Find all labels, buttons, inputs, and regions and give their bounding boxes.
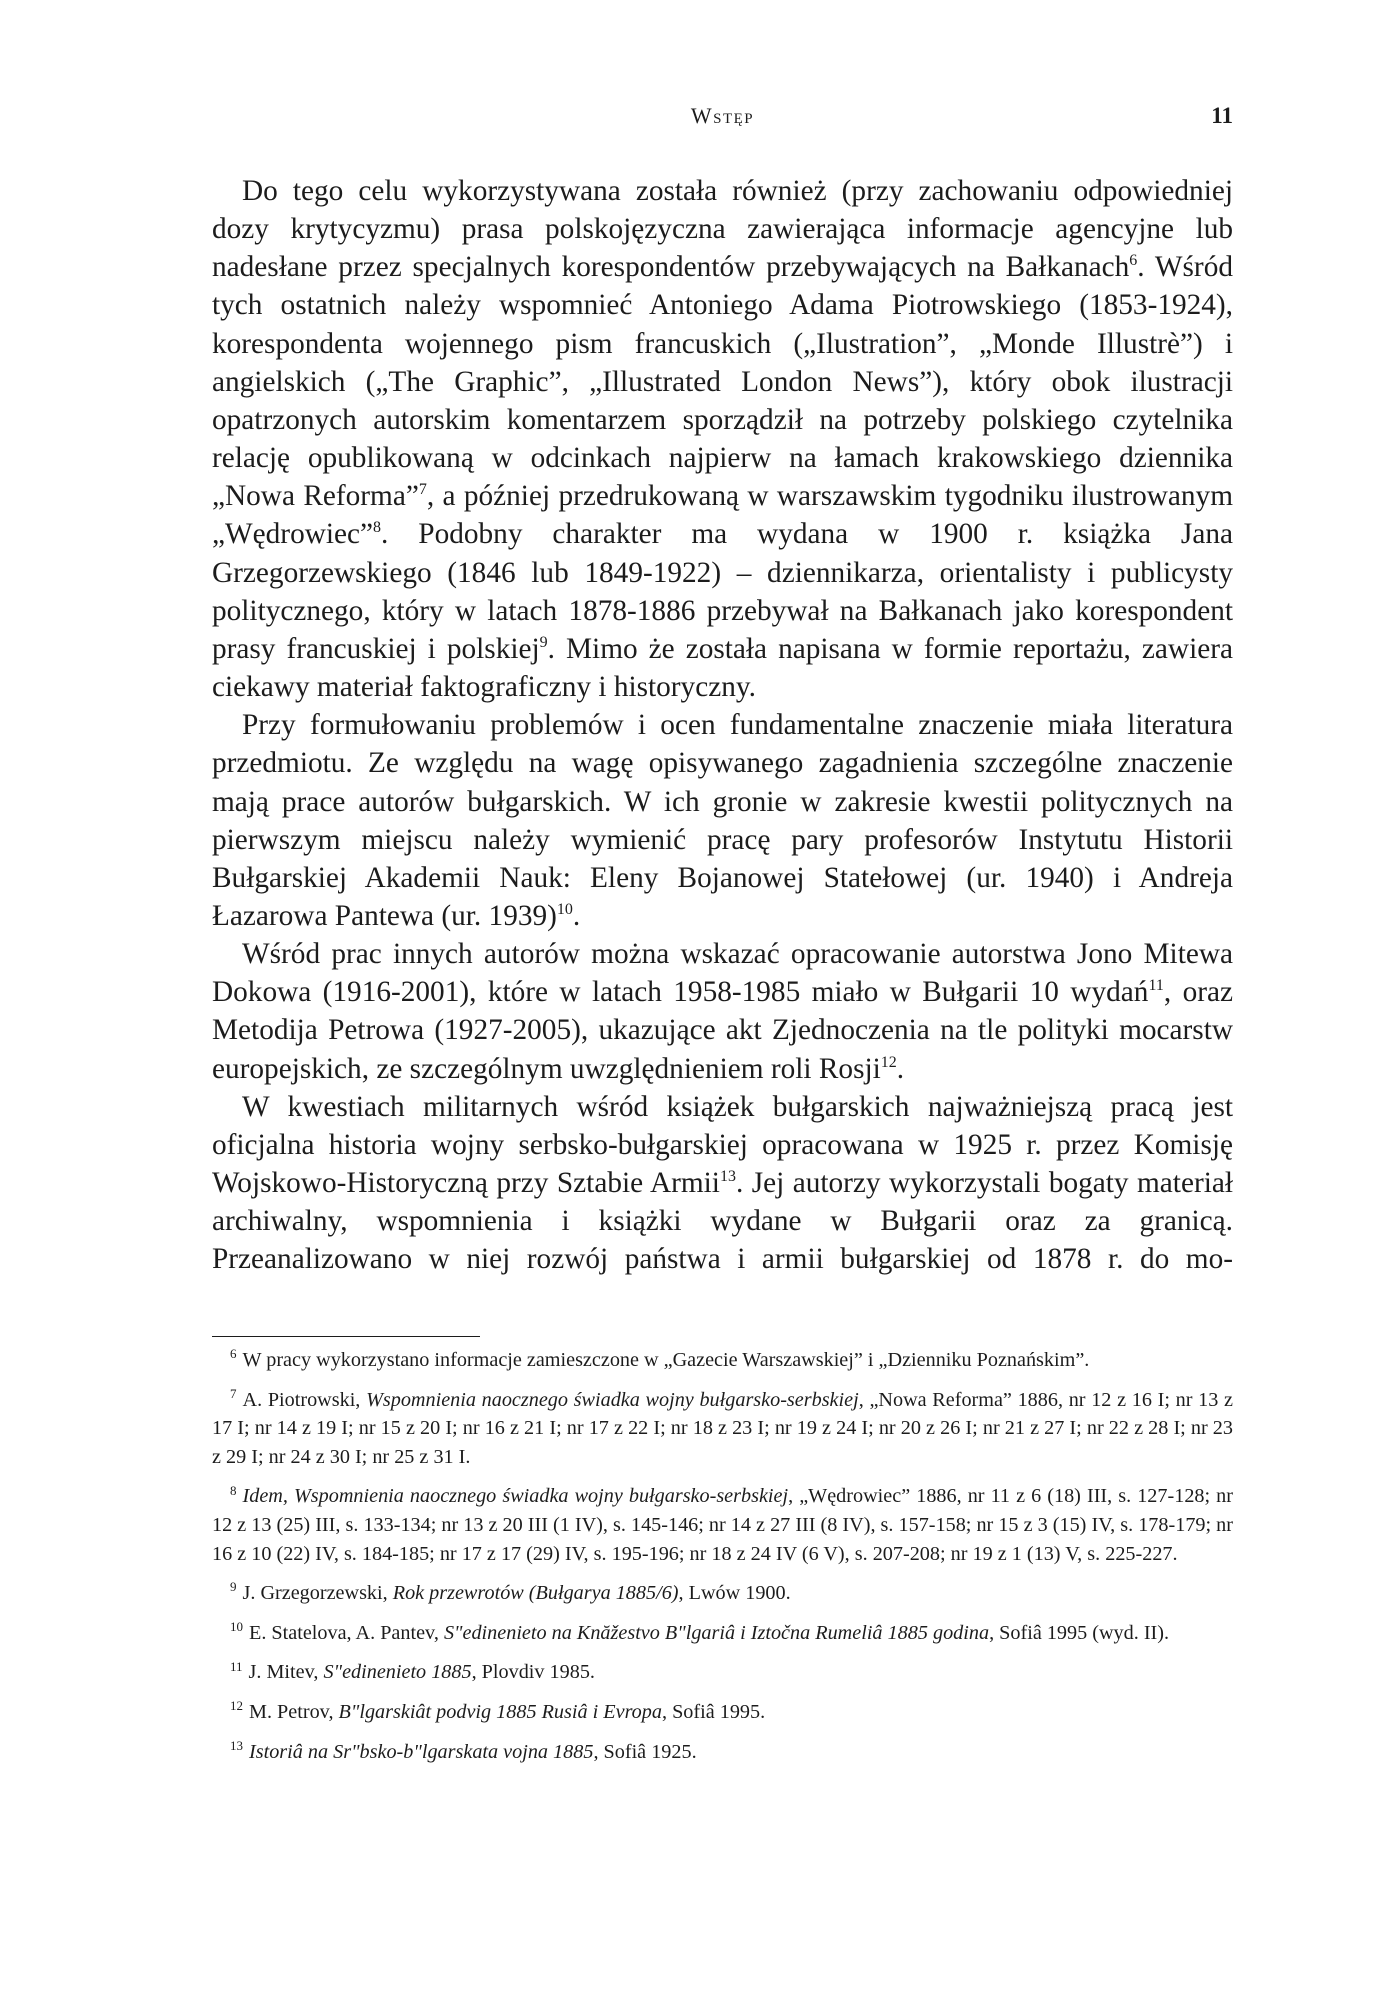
footnote-number: 10 — [230, 1619, 243, 1635]
footnote-text: J. Grzegorzewski, — [242, 1582, 393, 1605]
text-run: . Jej autorzy wykorzystali bogaty materiał archiwalny, wspomnienia i książki wydane w Bułgarii oraz za granicą. Przeanalizowano w niej rozwój państwa i armii bułgarskiej od 1878 r. do mo- — [212, 1167, 1233, 1276]
page-number: 11 — [1211, 103, 1233, 128]
footnote-ref: 9 — [539, 634, 548, 652]
main-text — [212, 172, 1233, 1279]
footnote-title: Idem, Wspomnienia naocznego świadka wojny bułgarsko-serbskiej — [242, 1485, 789, 1508]
text-run: Przy formułowaniu problemów i ocen fundamentalne znaczenie miała literatura przedmiotu. Ze względu na wagę opisywanego zagadnienia szczególne znaczenie mają prace autorów bułgarskich. W ich gronie w zakresie kwestii politycznych na pierwszym miejscu należy wymienić pracę pary profesorów Instytutu Historii Bułgarskiej Akademii Nauk: Eleny Bojanowej Statełowej (ur. 1940) i Andreja Łazarowa Pantewa (ur. 1939) — [212, 709, 1233, 932]
footnote-ref: 8 — [373, 519, 382, 537]
footnote-text: , „Wędrowiec” 1886, nr 11 z 6 (18) III, s. 127-128; nr 12 z 13 (25) III, s. 133-134; nr 13 z 20 III (1 IV), s. 145-146; nr 14 z 27 III (8 IV), s. 157-158; nr 15 z 3 (15) IV, s. 178-179; nr 16 z 10 (22) IV, s. 184-185; nr 17 z 17 (29) IV, s. 195-196; nr 18 z 24 IV (6 V), s. 207-208; nr 19 z 1 (13) V, s. 225-227. — [212, 1485, 1233, 1565]
footnote-text: , Sofiâ 1995 (wyd. II). — [989, 1621, 1170, 1644]
footnote-title: S"edinenieto 1885 — [323, 1661, 472, 1684]
paragraph — [212, 172, 1233, 706]
footnote-title: Wspomnienia naocznego świadka wojny bułgarsko-serbskiej — [366, 1388, 859, 1411]
paragraph — [212, 935, 1233, 1088]
book-page — [212, 0, 1233, 2012]
footnote-title: Rok przewrotów (Bułgarya 1885/6) — [392, 1582, 679, 1605]
footnote-text: J. Mitev, — [248, 1661, 324, 1684]
footnote-text: W pracy wykorzystano informacje zamieszczone w „Gazecie Warszawskiej” i „Dzienniku Poznańskim”. — [242, 1349, 1090, 1371]
footnote — [212, 1346, 1233, 1375]
text-run: , oraz Metodija Petrowa (1927-2005), ukazujące akt Zjednoczenia na tle polityki mocarstw europejskich, ze szczególnym uwzględnieniem roli Rosji — [212, 976, 1233, 1085]
footnote — [212, 1619, 1233, 1648]
footnote — [212, 1579, 1233, 1608]
footnote-title: B"lgarskiât podvig 1885 Rusiâ i Evropa — [338, 1700, 662, 1723]
text-run: . — [572, 899, 581, 932]
text-run: . Mimo że została napisana w formie reportażu, zawiera ciekawy materiał faktograficzny i historyczny. — [212, 632, 1233, 704]
footnote-text: , „Nowa Reforma” 1886, nr 12 z 16 I; nr 13 z 17 I; nr 14 z 19 I; nr 15 z 20 I; nr 16 z 21 I; nr 17 z 22 I; nr 18 z 23 I; nr 19 z 24 I; nr 20 z 26 I; nr 21 z 27 I; nr 22 z 28 I; nr 23 z 29 I; nr 24 z 30 I; nr 25 z 31 I. — [212, 1388, 1233, 1468]
footnote-number: 9 — [230, 1579, 237, 1595]
footnote-text: E. Statelova, A. Pantev, — [249, 1621, 444, 1644]
text-run: , a później przedrukowaną w warszawskim tygodniku ilustrowanym „Wędrowiec” — [212, 480, 1233, 551]
running-title: Wstęp — [690, 103, 755, 128]
footnote-number: 8 — [230, 1482, 237, 1498]
paragraph — [212, 706, 1233, 935]
footnote-separator — [212, 1336, 480, 1337]
text-run: . — [896, 1052, 905, 1085]
footnote-number: 7 — [230, 1385, 237, 1401]
footnote-text: A. Piotrowski, — [242, 1388, 367, 1411]
footnote-ref: 6 — [1129, 252, 1138, 270]
footnote-number: 12 — [230, 1698, 243, 1714]
text-run: Do tego celu wykorzystywana została również (przy zachowaniu odpowiedniej dozy krytycyzmu) prasa polskojęzyczna zawierająca informacje agencyjne lub nadesłane przez specjalnych korespondentów przebywających na Bałkanach — [212, 175, 1233, 284]
footnote — [212, 1482, 1233, 1568]
footnote-text: , Lwów 1900. — [678, 1582, 791, 1605]
footnote-ref: 7 — [418, 481, 427, 499]
footnotes — [212, 1346, 1233, 1777]
footnote-text: , Sofiâ 1925. — [593, 1740, 697, 1763]
footnote — [212, 1386, 1233, 1472]
footnote-text: , Plovdiv 1985. — [471, 1661, 595, 1684]
footnote-number: 11 — [230, 1658, 243, 1674]
footnote — [212, 1658, 1233, 1687]
text-run: Wśród prac innych autorów można wskazać opracowanie autorstwa Jono Mitewa Dokowa (1916-2001), które w latach 1958-1985 miało w Bułgarii 10 wydań — [212, 938, 1233, 1009]
text-run: . Wśród tych ostatnich należy wspomnieć Antoniego Adama Piotrowskiego (1853-1924), korespondenta wojennego pism francuskich („Ilustration”, „Monde Illustrè”) i angielskich („The Graphic”, „Illustrated London News”), który obok ilustracji opatrzonych autorskim komentarzem sporządził na potrzeby polskiego czytelnika relację opublikowaną w odcinkach najpierw na łamach krakowskiego dziennika „Nowa Reforma” — [212, 251, 1233, 513]
footnote-number: 13 — [230, 1737, 243, 1753]
footnote-number: 6 — [230, 1346, 237, 1362]
footnote-title: Istoriâ na Sr"bsko-b"lgarskata vojna 1885 — [249, 1740, 594, 1763]
text-run: W kwestiach militarnych wśród książek bułgarskich najważniejszą pracą jest oficjalna historia wojny serbsko-bułgarskiej opracowana w 1925 r. przez Komisję Wojskowo-Historyczną przy Sztabie Armii — [212, 1090, 1233, 1200]
footnote-ref: 11 — [1148, 977, 1164, 995]
footnote — [212, 1698, 1233, 1727]
footnote-text: M. Petrov, — [249, 1700, 339, 1723]
footnote-ref: 12 — [880, 1053, 897, 1071]
footnote-title: S"edinenieto na Knăžestvo B"lgariâ i Iztočna Rumeliâ 1885 godina — [443, 1621, 990, 1644]
paragraph — [212, 1088, 1233, 1279]
running-head — [212, 103, 1233, 137]
footnote-ref: 10 — [556, 901, 573, 919]
footnote-ref: 13 — [719, 1168, 736, 1186]
footnote — [212, 1738, 1233, 1767]
text-run: . Podobny charakter ma wydana w 1900 r. książka Jana Grzegorzewskiego (1846 lub 1849-1922) – dziennikarza, orientalisty i publicysty politycznego, który w latach 1878-1886 przebywał na Bałkanach jako korespondent prasy francuskiej i polskiej — [212, 518, 1233, 665]
footnote-text: , Sofiâ 1995. — [661, 1700, 766, 1723]
